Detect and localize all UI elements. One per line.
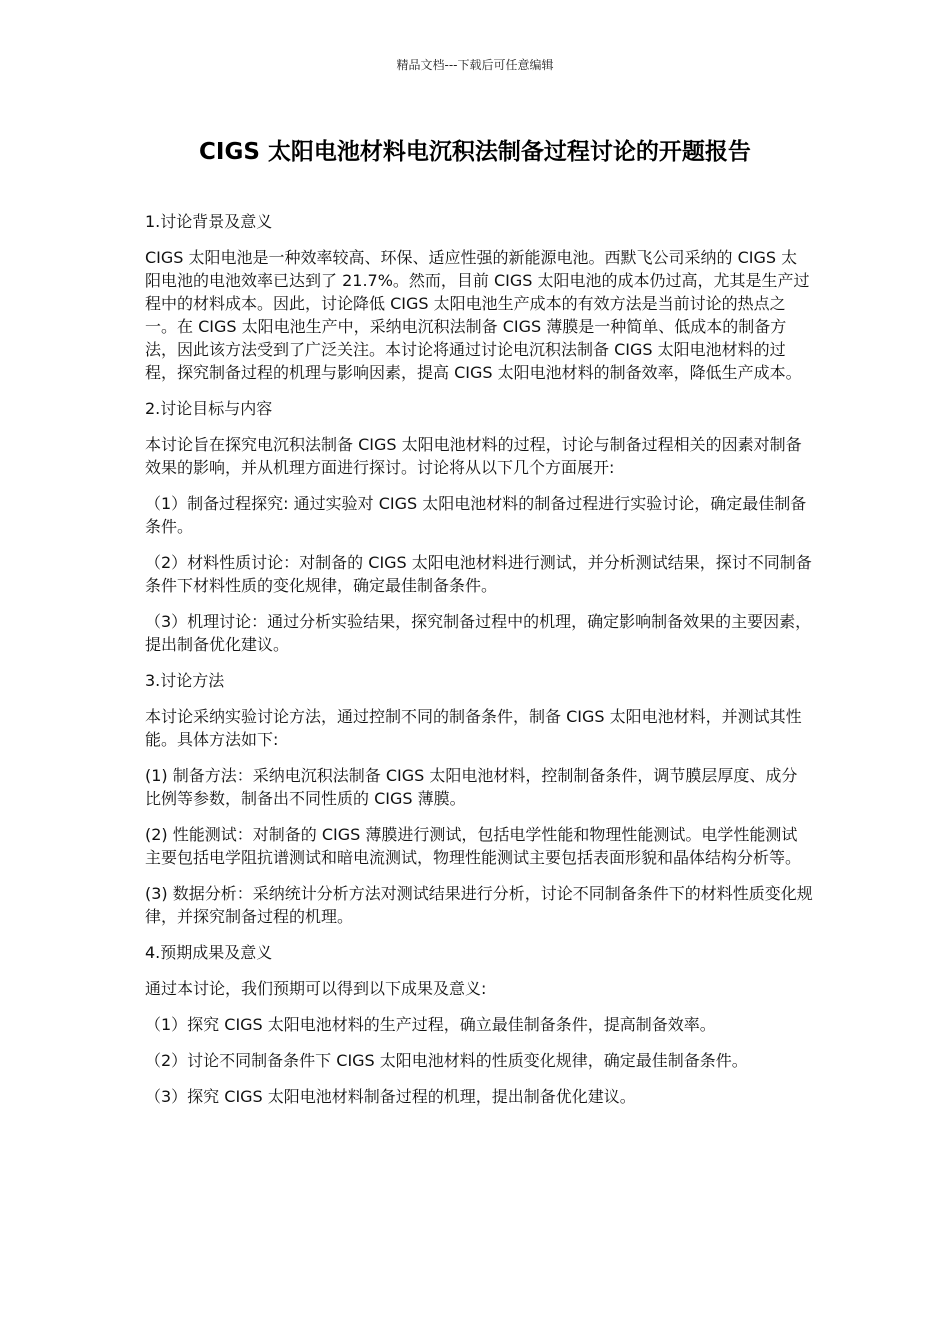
section-goals	[145, 397, 813, 656]
document-body	[145, 210, 813, 1121]
list-item: （2）讨论不同制备条件下 CIGS 太阳电池材料的性质变化规律，确定最佳制备条件。	[145, 1051, 748, 1070]
paragraph: 本讨论旨在探究电沉积法制备 CIGS 太阳电池材料的过程，讨论与制备过程相关的因素对制备效果的影响，并从机理方面进行探讨。讨论将从以下几个方面展开:	[145, 435, 802, 477]
section-heading: 2.讨论目标与内容	[145, 399, 273, 418]
list-item: (2) 性能测试：对制备的 CIGS 薄膜进行测试，包括电学性能和物理性能测试。电学性能测试主要包括电学阻抗谱测试和暗电流测试，物理性能测试主要包括表面形貌和晶体结构分析等。	[145, 825, 802, 867]
section-methods	[145, 669, 813, 928]
list-item: (1) 制备方法：采纳电沉积法制备 CIGS 太阳电池材料，控制制备条件，调节膜层厚度、成分比例等参数，制备出不同性质的 CIGS 薄膜。	[145, 766, 798, 808]
list-item: （3）探究 CIGS 太阳电池材料制备过程的机理，提出制备优化建议。	[145, 1087, 636, 1106]
page-header-note: 精品文档---下载后可任意编辑	[396, 58, 554, 72]
paragraph: CIGS 太阳电池是一种效率较高、环保、适应性强的新能源电池。西默飞公司采纳的 CIGS 太阳电池的电池效率已达到了 21.7%。然而，目前 CIGS 太阳电池的成本仍过高，尤其是生产过程中的材料成本。因此，讨论降低 CIGS 太阳电池生产成本的有效方法是当前讨论的热点之一。在 CIGS 太阳电池生产中，采纳电沉积法制备 CIGS 薄膜是一种简单、低成本的制备方法，因此该方法受到了广泛关注。本讨论将通过讨论电沉积法制备 CIGS 太阳电池材料的过程，探究制备过程的机理与影响因素，提高 CIGS 太阳电池材料的制备效率，降低生产成本。	[145, 248, 810, 382]
paragraph: 通过本讨论，我们预期可以得到以下成果及意义:	[145, 979, 487, 998]
list-item: （1）探究 CIGS 太阳电池材料的生产过程，确立最佳制备条件，提高制备效率。	[145, 1015, 716, 1034]
section-background	[145, 210, 813, 384]
section-heading: 3.讨论方法	[145, 671, 225, 690]
section-heading: 4.预期成果及意义	[145, 943, 273, 962]
document-title: CIGS 太阳电池材料电沉积法制备过程讨论的开题报告	[199, 139, 751, 165]
list-item: （1）制备过程探究: 通过实验对 CIGS 太阳电池材料的制备过程进行实验讨论，确定最佳制备条件。	[145, 494, 807, 536]
section-heading: 1.讨论背景及意义	[145, 212, 273, 231]
list-item: （2）材料性质讨论：对制备的 CIGS 太阳电池材料进行测试，并分析测试结果，探讨不同制备条件下材料性质的变化规律，确定最佳制备条件。	[145, 553, 812, 595]
section-outcomes	[145, 941, 813, 1108]
paragraph: 本讨论采纳实验讨论方法，通过控制不同的制备条件，制备 CIGS 太阳电池材料，并测试其性能。具体方法如下:	[145, 707, 802, 749]
list-item: (3) 数据分析：采纳统计分析方法对测试结果进行分析，讨论不同制备条件下的材料性质变化规律，并探究制备过程的机理。	[145, 884, 813, 926]
list-item: （3）机理讨论：通过分析实验结果，探究制备过程中的机理，确定影响制备效果的主要因素，提出制备优化建议。	[145, 612, 812, 654]
